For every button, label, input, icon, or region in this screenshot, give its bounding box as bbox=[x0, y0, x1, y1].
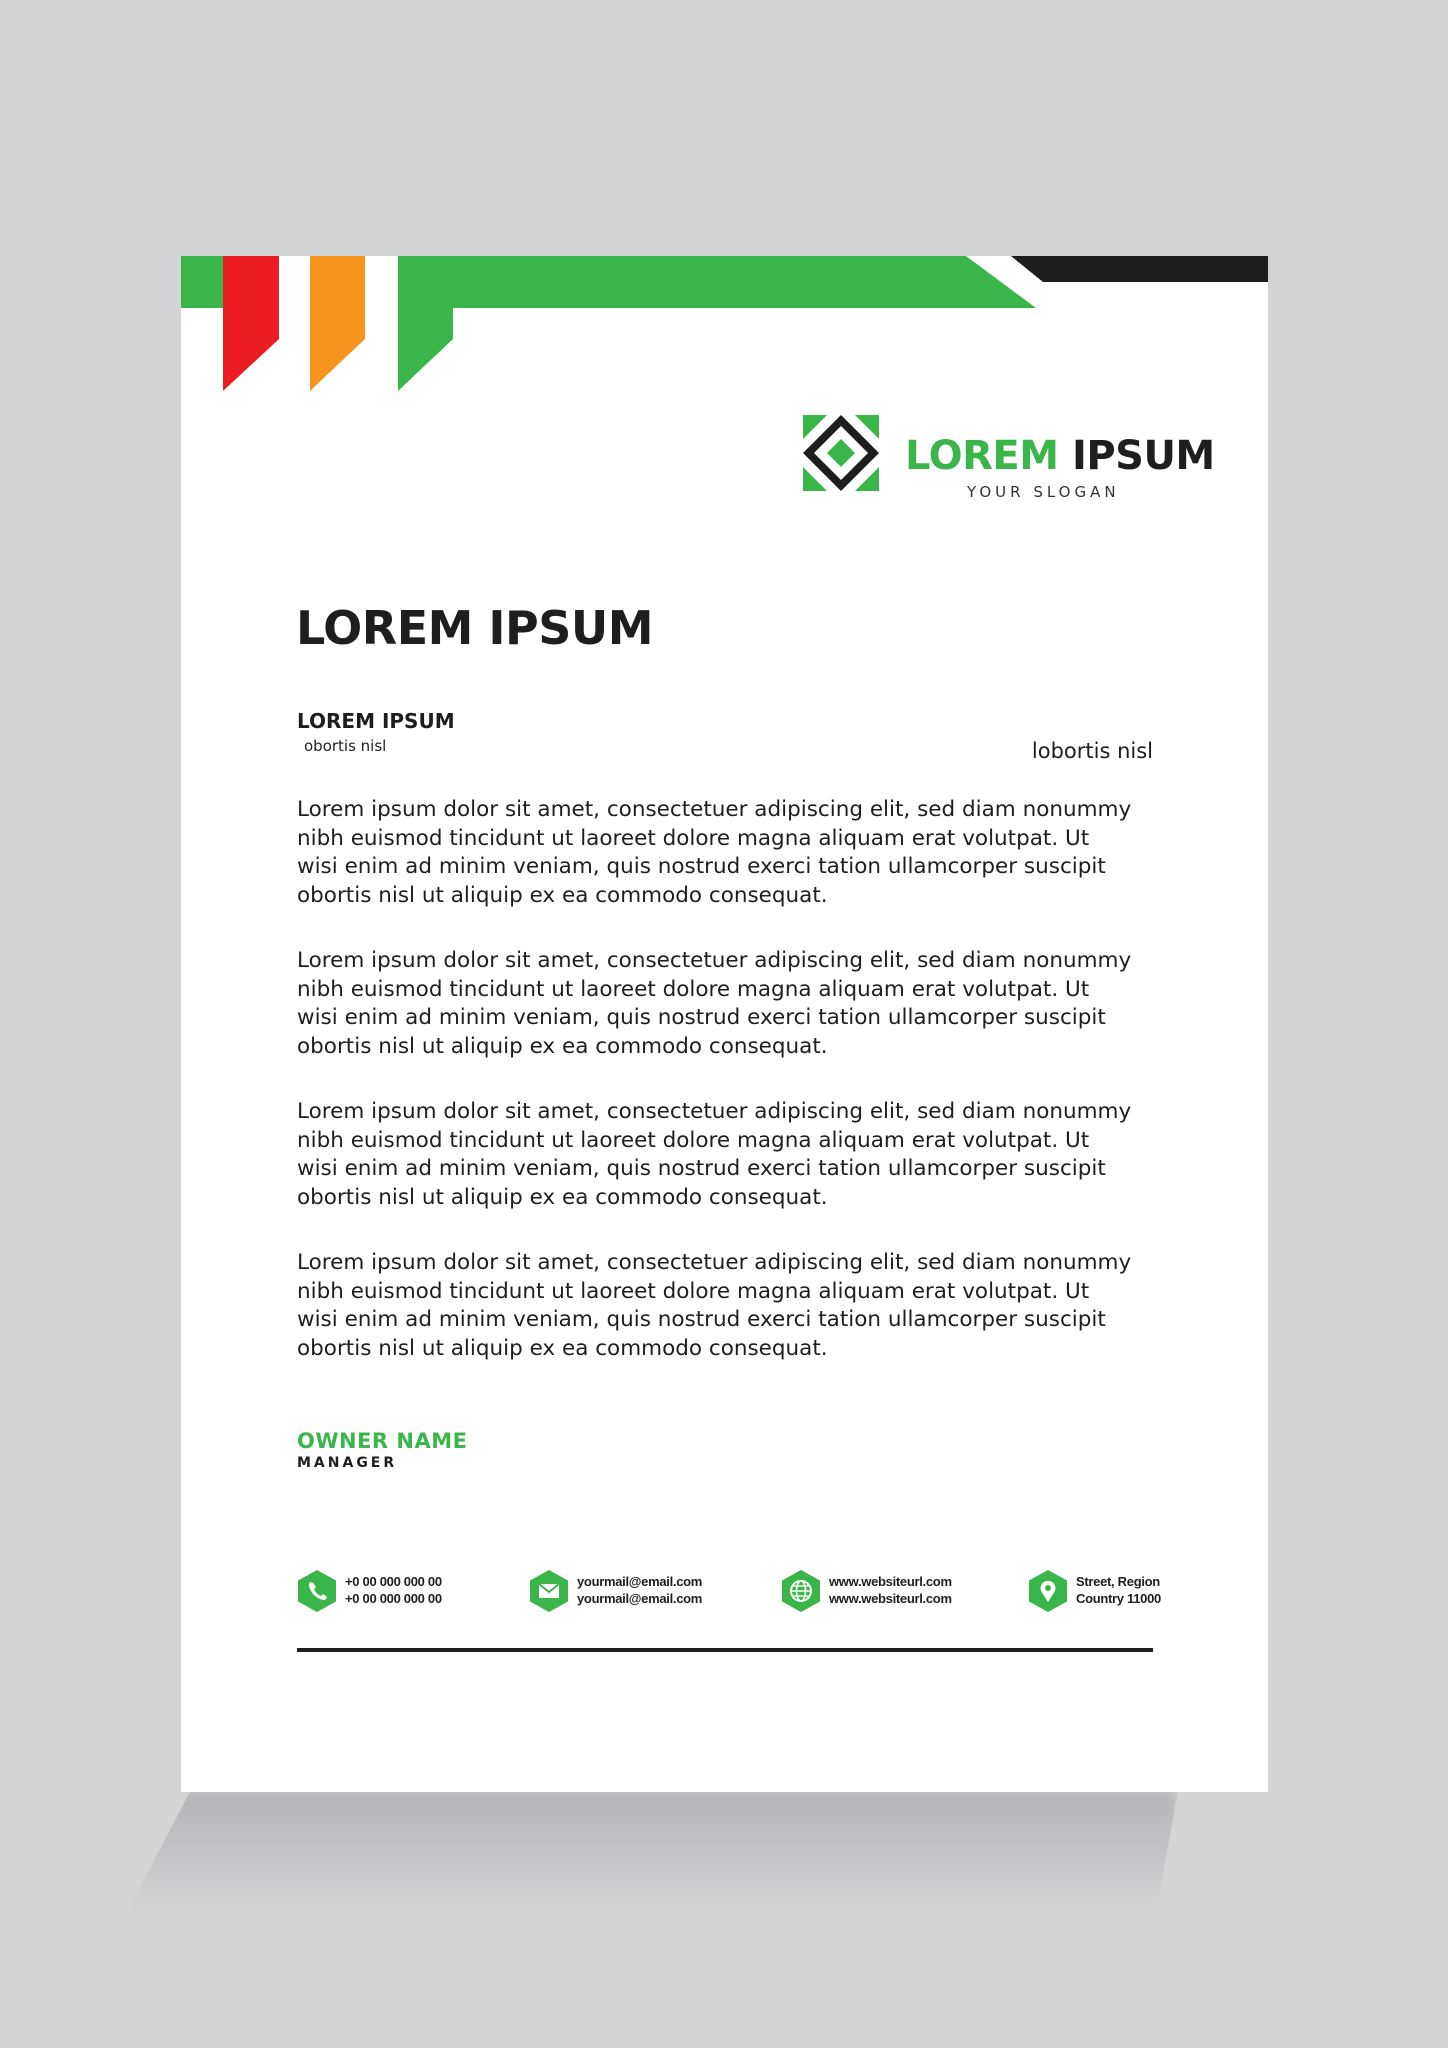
address-line-1: Street, Region bbox=[1076, 1574, 1160, 1589]
website-lines bbox=[829, 1573, 952, 1607]
phone-lines bbox=[345, 1573, 442, 1607]
website-line-1: www.websiteurl.com bbox=[829, 1574, 952, 1589]
footer-divider bbox=[297, 1648, 1153, 1652]
letterhead-page bbox=[181, 256, 1268, 1792]
globe-icon bbox=[781, 1569, 821, 1613]
header-dark-band bbox=[1011, 256, 1268, 282]
owner-name: OWNER NAME bbox=[297, 1429, 468, 1453]
address-lines bbox=[1076, 1573, 1161, 1607]
letter-body bbox=[297, 796, 1177, 1400]
white-gap-1 bbox=[279, 256, 310, 416]
email-line-2: yourmail@email.com bbox=[577, 1591, 703, 1606]
body-paragraph: Lorem ipsum dolor sit amet, consectetuer adipiscing elit, sed diam nonummy nibh euismod tincidunt ut laoreet dolore magna aliquam erat volutpat. Ut wisi enim ad minim veniam, quis nostrud exerci tation ullamcorper suscipit obortis nisl ut aliquip ex ea commodo consequat. bbox=[297, 797, 1132, 908]
recipient-name: LOREM IPSUM bbox=[297, 709, 455, 733]
company-logo bbox=[799, 411, 1215, 511]
email-line-1: yourmail@email.com bbox=[577, 1574, 703, 1589]
white-gap-3 bbox=[181, 308, 223, 416]
owner-role: MANAGER bbox=[297, 1455, 398, 1471]
body-paragraph: Lorem ipsum dolor sit amet, consectetuer adipiscing elit, sed diam nonummy nibh euismod tincidunt ut laoreet dolore magna aliquam erat volutpat. Ut wisi enim ad minim veniam, quis nostrud exerci tation ullamcorper suscipit obortis nisl ut aliquip ex ea commodo consequat. bbox=[297, 1250, 1132, 1361]
letter-title: LOREM IPSUM bbox=[296, 601, 653, 655]
white-gap-2 bbox=[365, 256, 398, 416]
logo-name-second: IPSUM bbox=[1071, 433, 1215, 479]
phone-line-1: +0 00 000 000 00 bbox=[345, 1574, 442, 1589]
body-paragraph: Lorem ipsum dolor sit amet, consectetuer adipiscing elit, sed diam nonummy nibh euismod tincidunt ut laoreet dolore magna aliquam erat volutpat. Ut wisi enim ad minim veniam, quis nostrud exerci tation ullamcorper suscipit obortis nisl ut aliquip ex ea commodo consequat. bbox=[297, 1099, 1132, 1210]
logo-name-first: LOREM bbox=[905, 433, 1059, 479]
logo-name bbox=[905, 433, 1215, 479]
logo-slogan: YOUR SLOGAN bbox=[967, 483, 1120, 501]
date-field: lobortis nisl bbox=[1031, 739, 1153, 763]
email-lines bbox=[577, 1573, 702, 1607]
green-ribbon bbox=[398, 256, 453, 391]
website-line-2: www.websiteurl.com bbox=[829, 1591, 952, 1606]
header-decoration bbox=[181, 256, 1268, 416]
red-ribbon bbox=[223, 256, 279, 391]
location-pin-icon bbox=[1028, 1569, 1068, 1613]
address-line-2: Country 11000 bbox=[1076, 1591, 1161, 1606]
envelope-icon bbox=[529, 1569, 569, 1613]
page-shadow bbox=[128, 1790, 1178, 1910]
orange-ribbon bbox=[310, 256, 365, 391]
body-paragraph: Lorem ipsum dolor sit amet, consectetuer adipiscing elit, sed diam nonummy nibh euismod tincidunt ut laoreet dolore magna aliquam erat volutpat. Ut wisi enim ad minim veniam, quis nostrud exerci tation ullamcorper suscipit obortis nisl ut aliquip ex ea commodo consequat. bbox=[297, 948, 1132, 1059]
phone-line-2: +0 00 000 000 00 bbox=[345, 1591, 442, 1606]
phone-icon bbox=[297, 1569, 337, 1613]
diamond-logo-icon bbox=[799, 411, 883, 495]
recipient-detail: obortis nisl bbox=[304, 737, 387, 755]
